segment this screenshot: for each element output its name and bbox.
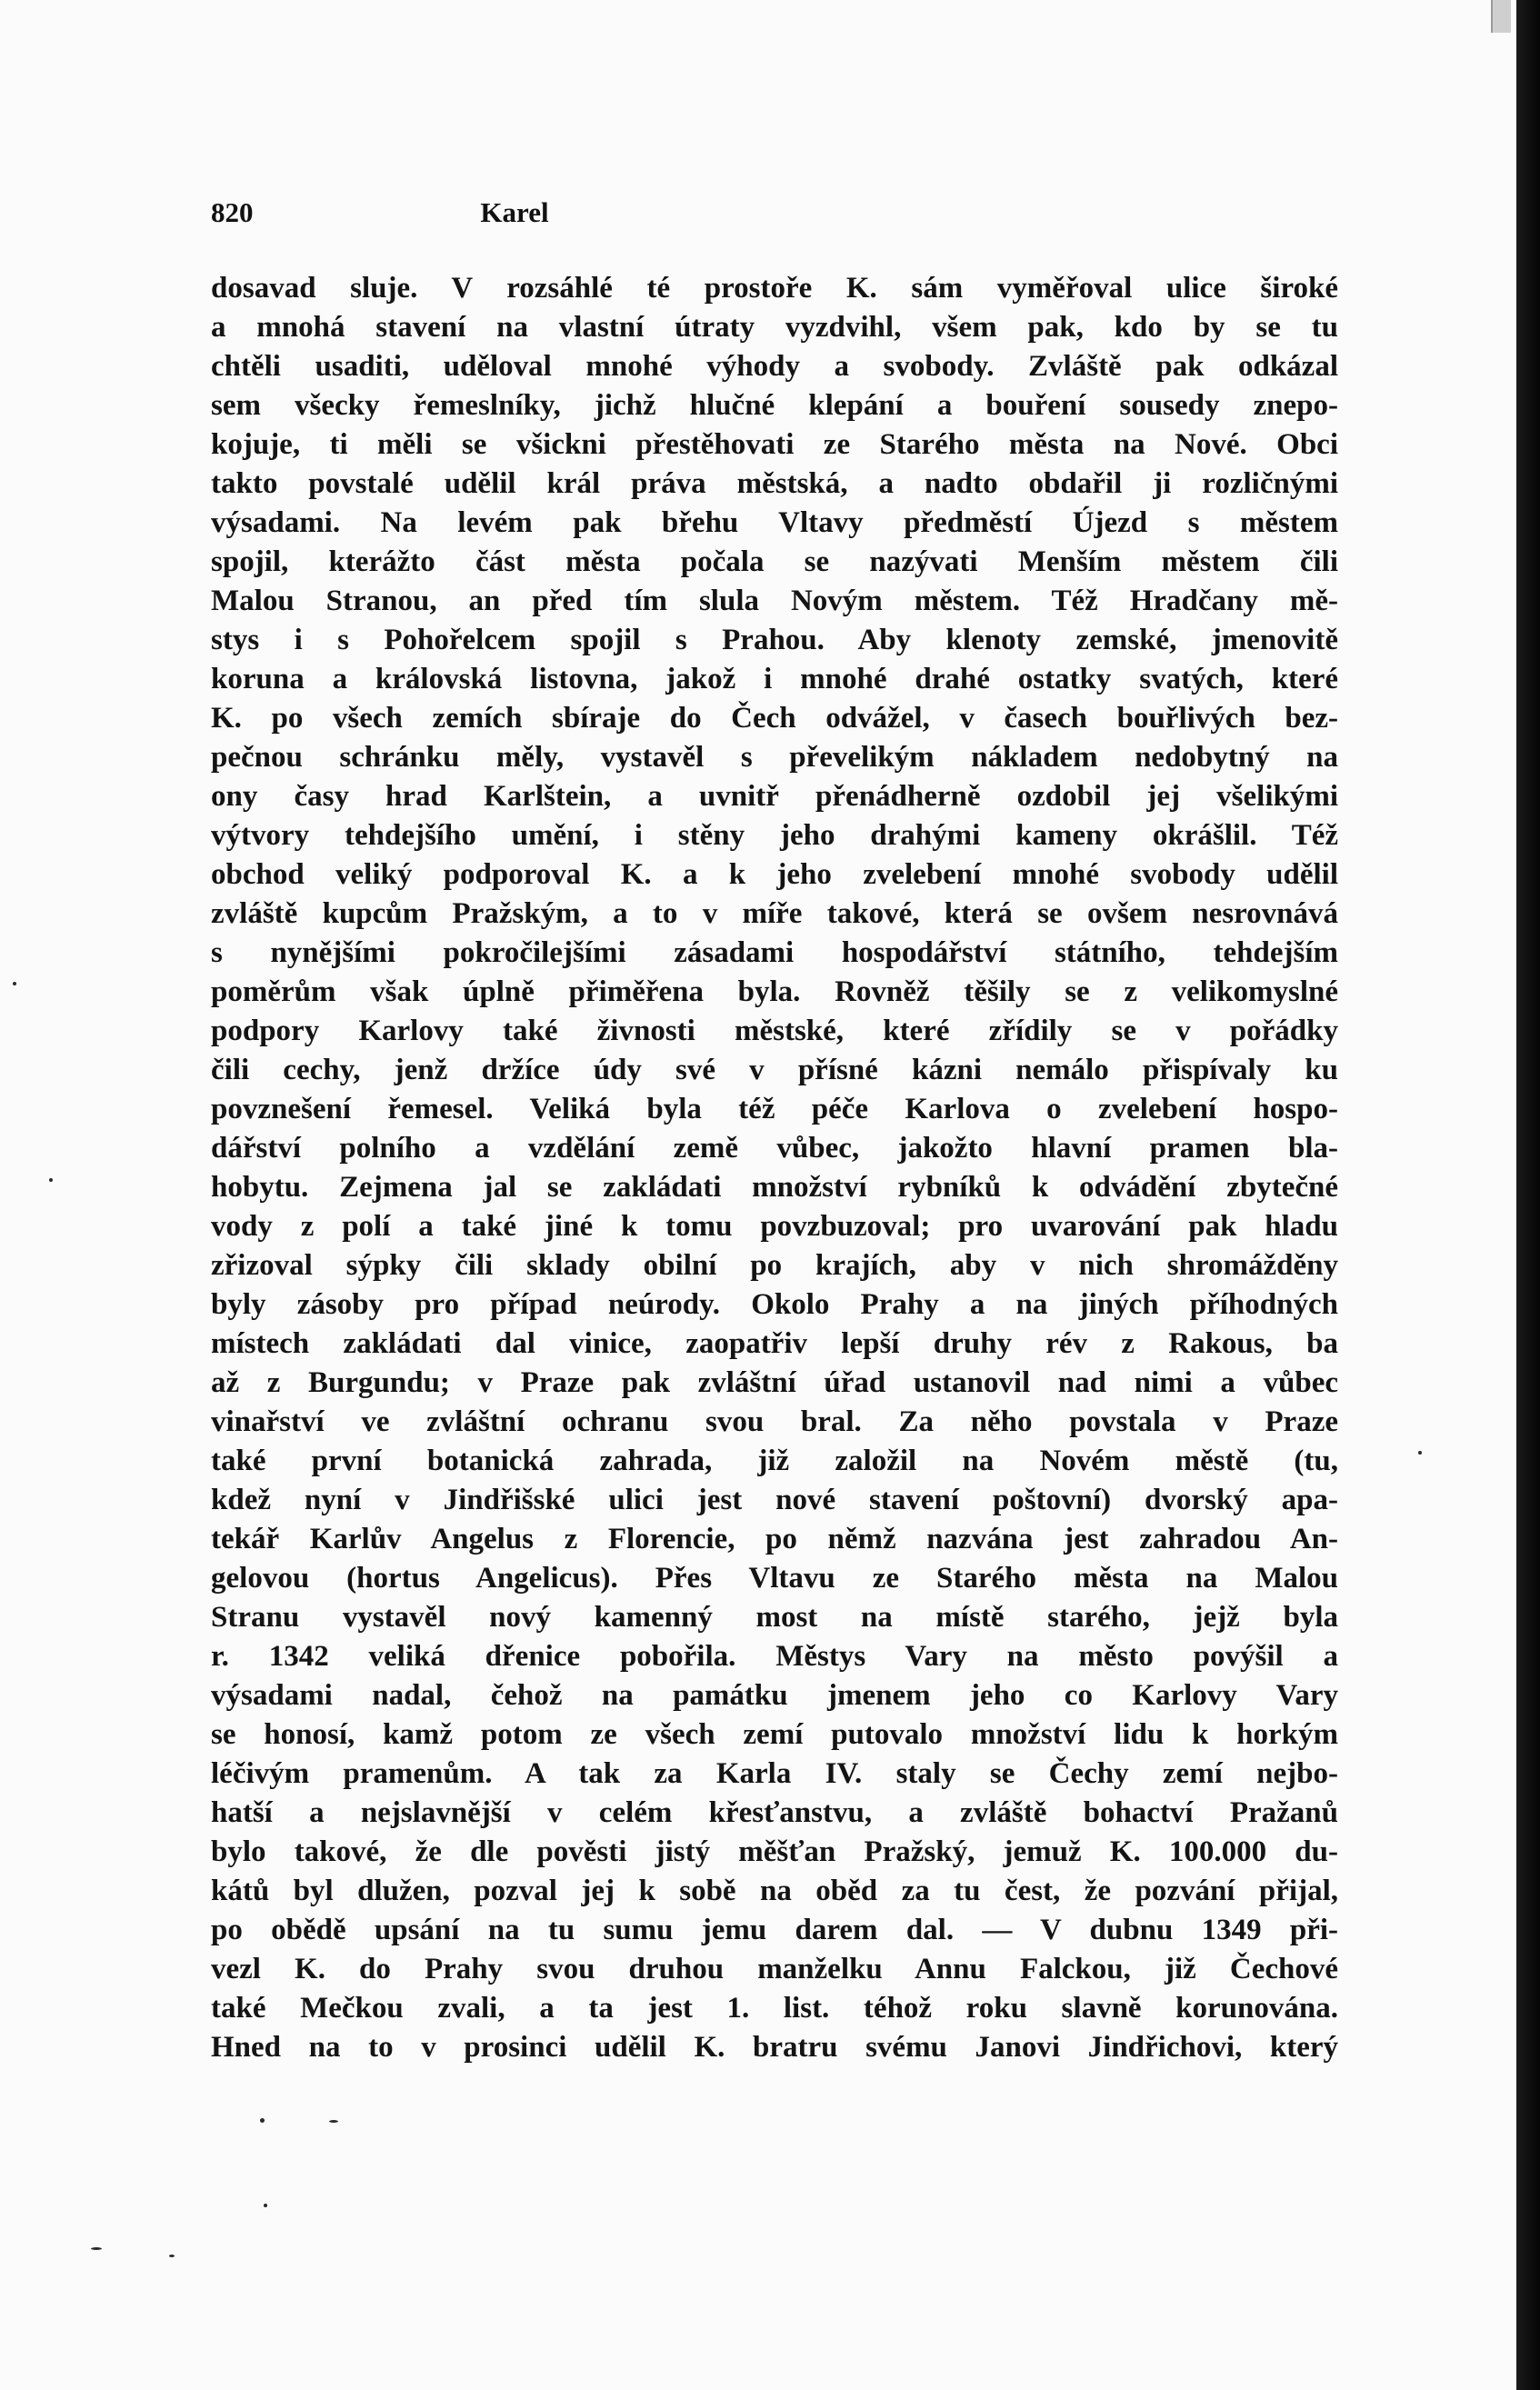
text-line: vody z polí a také jiné k tomu povzbuzoval; pro uvarování pak hladu [211, 1210, 1338, 1243]
text-line: ony časy hrad Karlštein, a uvnitř přenádherně ozdobil jej všelikými [211, 780, 1338, 813]
text-line: zřizoval sýpky čili sklady obilní po krajích, aby v nich shromážděny [211, 1249, 1338, 1282]
text-line: podpory Karlovy také živnosti městské, které zřídily se v pořádky [211, 1015, 1338, 1047]
scan-speck [13, 982, 16, 985]
text-line: léčivým pramenům. A tak za Karla IV. staly se Čechy zemí nejbo- [211, 1757, 1338, 1790]
text-line: koruna a královská listovna, jakož i mnohé drahé ostatky svatých, které [211, 663, 1338, 695]
text-line: sem všecky řemeslníky, jichž hlučné klepání a bouření sousedy znepo- [211, 389, 1338, 422]
scan-speck [260, 2118, 265, 2123]
text-line: tekář Karlův Angelus z Florencie, po němž nazvána jest zahradou An- [211, 1523, 1338, 1555]
text-line: kojuje, ti měli se všickni přestěhovati ze Starého města na Nové. Obci [211, 428, 1338, 461]
scan-speck [49, 1178, 53, 1182]
text-line: takto povstalé udělil král práva městská, a nadto obdařil ji rozličnými [211, 467, 1338, 500]
text-line: po obědě upsání na tu sumu jemu darem dal. — V dubnu 1349 při- [211, 1914, 1338, 1946]
scan-speck [329, 2120, 338, 2123]
text-line: K. po všech zemích sbíraje do Čech odvážel, v časech bouřlivých bez- [211, 702, 1338, 735]
text-line: pečnou schránku měly, vystavěl s převelikým nákladem nedobytný na [211, 741, 1338, 774]
body-text [211, 269, 1338, 2067]
text-line: byly zásoby pro případ neúrody. Okolo Prahy a na jiných příhodných [211, 1288, 1338, 1321]
text-line: obchod veliký podporoval K. a k jeho zvelebení mnohé svobody udělil [211, 858, 1338, 891]
text-line: hatší a nejslavnější v celém křesťanstvu, a zvláště bohactví Pražanů [211, 1796, 1338, 1829]
text-line: Hned na to v prosinci udělil K. bratru svému Janovi Jindřichovi, který [211, 2031, 1338, 2064]
text-line: místech zakládati dal vinice, zaopatřiv lepší druhy rév z Rakous, ba [211, 1327, 1338, 1360]
text-line: hobytu. Zejmena jal se zakládati množství rybníků k odvádění zbytečné [211, 1171, 1338, 1204]
text-line: vinařství ve zvláštní ochranu svou bral. Za něho povstala v Praze [211, 1405, 1338, 1438]
text-line: dosavad sluje. V rozsáhlé té prostoře K. sám vyměřoval ulice široké [211, 272, 1338, 305]
text-line: r. 1342 veliká dřenice pobořila. Městys Vary na město povýšil a [211, 1640, 1338, 1673]
text-line: spojil, kterážto část města počala se nazývati Menším městem čili [211, 545, 1338, 578]
text-line: gelovou (hortus Angelicus). Přes Vltavu ze Starého města na Malou [211, 1562, 1338, 1595]
text-line: a mnohá stavení na vlastní útraty vyzdvihl, všem pak, kdo by se tu [211, 311, 1338, 344]
text-line: dářství polního a vzdělání země vůbec, jakožto hlavní pramen bla- [211, 1132, 1338, 1165]
scan-speck [264, 2204, 267, 2207]
text-line: výsadami nadal, čehož na památku jmenem jeho co Karlovy Vary [211, 1679, 1338, 1712]
page-edge [1516, 0, 1540, 2390]
scan-speck [91, 2247, 102, 2250]
text-line: kdež nyní v Jindřišské ulici jest nové stavení poštovní) dvorský apa- [211, 1484, 1338, 1516]
text-line: čili cechy, jenž držíce údy své v přísné kázni nemálo přispívaly ku [211, 1054, 1338, 1086]
text-line: s nynějšími pokročilejšími zásadami hospodářství státního, tehdejším [211, 936, 1338, 969]
scan-speck [1418, 1451, 1422, 1455]
text-line: výtvory tehdejšího umění, i stěny jeho drahými kameny okrášlil. Též [211, 819, 1338, 852]
text-line: bylo takové, že dle pověsti jistý měšťan Pražský, jemuž K. 100.000 du- [211, 1835, 1338, 1868]
running-head: Karel [480, 196, 549, 228]
page-number: 820 [211, 196, 254, 228]
text-line: chtěli usaditi, uděloval mnohé výhody a svobody. Zvláště pak odkázal [211, 350, 1338, 383]
text-line: povznešení řemesel. Veliká byla též péče Karlova o zvelebení hospo- [211, 1093, 1338, 1125]
text-line: zvláště kupcům Pražským, a to v míře takové, která se ovšem nesrovnává [211, 897, 1338, 930]
text-line: kátů byl dlužen, pozval jej k sobě na oběd za tu čest, že pozvání přijal, [211, 1875, 1338, 1907]
text-line: stys i s Pohořelcem spojil s Prahou. Aby klenoty zemské, jmenovitě [211, 624, 1338, 656]
text-line: vezl K. do Prahy svou druhou manželku Annu Falckou, již Čechové [211, 1953, 1338, 1985]
text-line: výsadami. Na levém pak břehu Vltavy předměstí Újezd s městem [211, 506, 1338, 539]
scan-speck [169, 2255, 175, 2257]
text-line: se honosí, kamž potom ze všech zemí putovalo množství lidu k horkým [211, 1718, 1338, 1751]
text-line: také Mečkou zvali, a ta jest 1. list. téhož roku slavně korunována. [211, 1992, 1338, 2025]
text-line: Stranu vystavěl nový kamenný most na místě starého, jejž byla [211, 1601, 1338, 1634]
text-line: až z Burgundu; v Praze pak zvláštní úřad ustanovil nad nimi a vůbec [211, 1366, 1338, 1399]
text-line: Malou Stranou, an před tím slula Novým městem. Též Hradčany mě- [211, 585, 1338, 617]
text-line: poměrům však úplně přiměřena byla. Rovněž těšily se z velikomyslné [211, 975, 1338, 1008]
text-line: také první botanická zahrada, již založil na Novém městě (tu, [211, 1445, 1338, 1477]
page-header [211, 196, 818, 236]
corner-tab [1491, 0, 1511, 33]
